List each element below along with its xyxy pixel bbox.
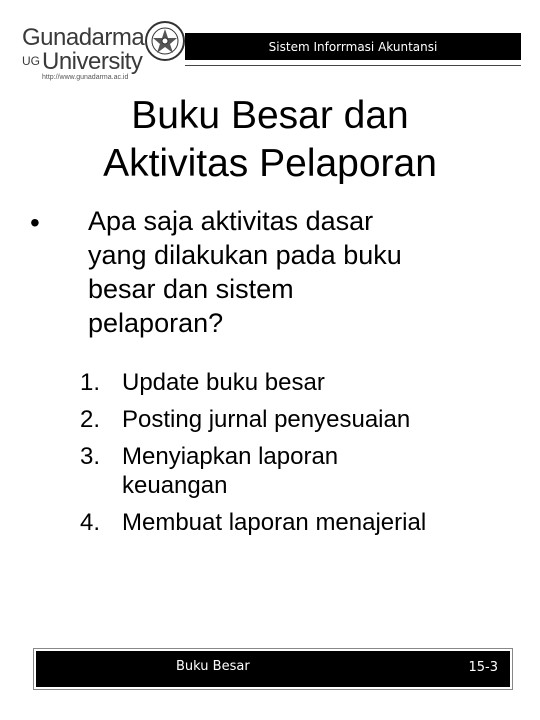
- header-bar: [185, 33, 521, 60]
- header-title: Sistem Inforrmasi Akuntansi: [268, 39, 438, 54]
- list-item-text: Posting jurnal penyesuaian: [122, 406, 411, 433]
- bullet-line: Apa saja aktivitas dasar: [88, 206, 374, 236]
- list-item-number: 1.: [80, 369, 101, 396]
- list-item: [80, 405, 520, 434]
- logo-url: http://www.gunadarma.ac.id: [42, 74, 129, 81]
- list-item-number: 3.: [80, 443, 101, 470]
- slide-number: 15-3: [468, 660, 498, 675]
- list-item-text: Update buku besar: [122, 369, 325, 396]
- bullet-icon: •: [30, 207, 40, 238]
- list-item-text: keuangan: [122, 472, 228, 499]
- logo-line-2-text: University: [42, 48, 143, 75]
- slide-title: [40, 92, 500, 188]
- logo-line-2: [22, 50, 144, 73]
- list-item-text: Membuat laporan menajerial: [122, 509, 427, 536]
- list-item-number: 4.: [80, 509, 101, 536]
- numbered-list: [80, 368, 520, 545]
- slide-title-line: Buku Besar dan: [131, 94, 409, 137]
- logo-wordmark: [22, 26, 144, 82]
- logo-line-1: Gunadarma: [22, 24, 145, 51]
- university-logo: [12, 14, 184, 81]
- footer-topic: Buku Besar: [176, 659, 250, 674]
- bullet-line: yang dilakukan pada buku: [88, 240, 402, 270]
- list-item: [80, 368, 520, 397]
- slide-title-line: Aktivitas Pelaporan: [103, 142, 437, 185]
- university-seal-icon: [144, 20, 186, 62]
- bullet-line: besar dan sistem: [88, 274, 294, 304]
- bullet-line: pelaporan?: [88, 308, 224, 338]
- footer-bar: [36, 651, 510, 687]
- bullet-question: [88, 204, 508, 340]
- logo-prefix: UG: [22, 54, 40, 68]
- list-item-text: Menyiapkan laporan: [122, 443, 339, 470]
- list-item-number: 2.: [80, 406, 101, 433]
- list-item: [80, 442, 520, 500]
- list-item: [80, 508, 520, 537]
- header-divider: [185, 65, 521, 66]
